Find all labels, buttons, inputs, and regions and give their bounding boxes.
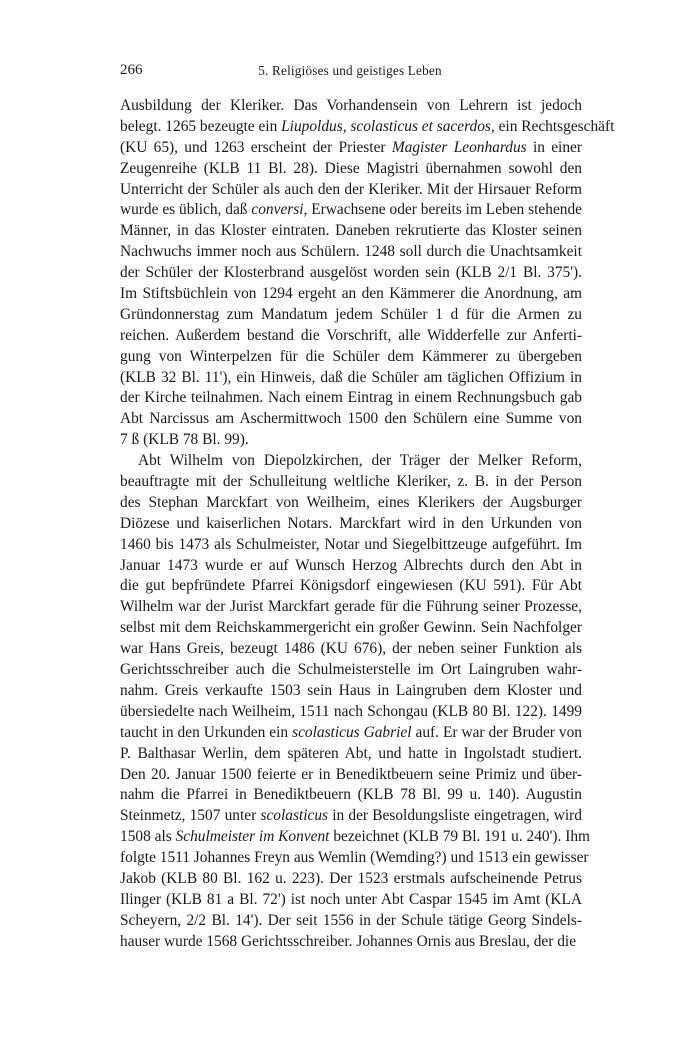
text-run: Erwachsene oder bereits im Leben stehende <box>307 201 582 219</box>
text-line <box>120 535 582 556</box>
text-run: Wilhelm war der Jurist Marckfart gerade für die Führung seiner Prozesse, <box>120 598 582 616</box>
text-run: Januar 1473 wurde er auf Wunsch Herzog Albrechts durch den Abt in <box>120 556 582 574</box>
text-run: Zeugenreihe (KLB 11 Bl. 28). Diese Magistri übernahmen sowohl den <box>120 159 582 177</box>
text-run: Diözese und kaiserlichen Notars. Marckfart wird in den Urkunden von <box>120 514 582 532</box>
text-line <box>120 848 589 869</box>
text-run: Gründonnerstag zum Mandatum jedem Schüler 1 d für die Armen zu <box>120 305 582 323</box>
text-run: bezeichnet (KLB 79 Bl. 191 u. 240'). Ihm <box>329 828 590 846</box>
text-run: war Hans Greis, bezeugt 1486 (KU 676), der neben seiner Funktion als <box>120 640 582 658</box>
text-line <box>120 890 582 911</box>
text-line <box>120 138 582 159</box>
text-run: Jakob (KLB 80 Bl. 162 u. 223). Der 1523 erstmals aufscheinende Petrus <box>120 869 582 887</box>
text-line <box>120 368 582 389</box>
text-run: taucht in den Urkunden ein <box>120 723 293 741</box>
text-run: in der Besoldungsliste eingetragen, wird <box>328 807 583 825</box>
text-run: der Kirche teilnahmen. Nach einem Eintrag in einem Rechnungsbuch gab <box>120 389 582 407</box>
text-run: belegt. 1265 bezeugte ein <box>120 117 282 135</box>
text-line <box>120 660 582 681</box>
text-line <box>120 200 582 221</box>
text-line <box>120 263 582 284</box>
text-line <box>120 723 582 744</box>
text-run: gung von Winterpelzen für die Schüler dem Kämmerer zu übergeben <box>120 347 582 365</box>
text-line <box>120 221 582 242</box>
text-run: 1460 bis 1473 als Schulmeister, Notar und Siegelbittzeuge aufgeführt. Im <box>120 535 582 553</box>
text-line <box>120 869 582 890</box>
text-line <box>120 911 582 932</box>
text-line <box>120 409 582 430</box>
text-line <box>120 347 582 368</box>
text-line <box>120 681 582 702</box>
text-run: Unterricht der Schüler als auch den der Kleriker. Mit der Hirsauer Reform <box>120 180 582 198</box>
italic-phrase: conversi, <box>251 201 308 219</box>
text-line <box>120 618 582 639</box>
text-line <box>120 96 582 117</box>
text-run: Männer, in das Kloster eintraten. Daneben rekrutierte das Kloster seinen <box>120 222 582 240</box>
text-run: Den 20. Januar 1500 feierte er in Benediktbeuern seine Primiz und über- <box>120 765 582 783</box>
italic-phrase: scolasticus Gabriel <box>292 723 412 741</box>
text-line <box>120 744 582 765</box>
paragraph <box>120 96 615 451</box>
page-header <box>120 62 580 82</box>
text-run: (KLB 32 Bl. 11'), ein Hinweis, daß die Schüler am täglichen Offizium in <box>120 368 582 386</box>
text-run: Nachwuchs immer noch aus Schülern. 1248 soll durch die Unachtsamkeit <box>120 243 582 261</box>
text-run: nahm. Greis verkaufte 1503 sein Haus in Laingruben dem Kloster und <box>120 681 582 699</box>
text-run: ein Rechtsgeschäft <box>494 117 615 135</box>
text-run: 1508 als <box>120 828 176 846</box>
text-run: Ilinger (KLB 81 a Bl. 72') ist noch unter Abt Caspar 1545 im Amt (KLA <box>120 890 582 908</box>
text-line <box>120 117 615 138</box>
text-run: 7 ß (KLB 78 Bl. 99). <box>120 431 249 449</box>
text-line <box>120 430 582 451</box>
text-line <box>120 785 582 806</box>
text-line <box>120 388 582 409</box>
text-line <box>120 326 582 347</box>
text-run: Scheyern, 2/2 Bl. 14'). Der seit 1556 in der Schule tätige Georg Sindels- <box>120 911 582 929</box>
text-run: selbst mit dem Reichskammergericht ein großer Gewinn. Sein Nachfolger <box>120 619 582 637</box>
text-run: nahm die Pfarrei in Benediktbeuern (KLB 78 Bl. 99 u. 140). Augustin <box>120 786 582 804</box>
text-run: auf. Er war der Bruder von <box>411 723 582 741</box>
text-run: beauftragte mit der Schulleitung weltliche Kleriker, z. B. in der Person <box>120 473 582 491</box>
text-line <box>120 827 590 848</box>
text-run: Abt Wilhelm von Diepolzkirchen, der Träger der Melker Reform, <box>138 452 582 470</box>
text-line <box>120 576 582 597</box>
text-line <box>120 597 582 618</box>
text-run: Gerichtsschreiber auch die Schulmeisterstelle im Ort Laingruben wahr- <box>120 661 582 679</box>
text-line <box>120 284 582 305</box>
paragraph <box>120 451 590 952</box>
text-run: Steinmetz, 1507 unter <box>120 807 261 825</box>
text-run: wurde es üblich, daß <box>120 201 252 219</box>
text-run: (KU 65), und 1263 erscheint der Priester <box>120 138 392 156</box>
text-line <box>120 451 582 472</box>
text-run: des Stephan Marckfart von Weilheim, eines Klerikers der Augsburger <box>120 493 582 511</box>
text-line <box>120 806 582 827</box>
text-run: Ausbildung der Kleriker. Das Vorhandensein von Lehrern ist jedoch <box>120 97 582 114</box>
text-line <box>120 159 582 180</box>
text-run: Abt Narcissus am Aschermittwoch 1500 den Schülern eine Summe von <box>120 410 582 428</box>
running-head: 5. Religiöses und geistiges Leben <box>258 63 442 78</box>
text-run: hauser wurde 1568 Gerichtsschreiber. Johannes Ornis aus Breslau, der die <box>120 932 577 950</box>
text-line <box>120 242 582 263</box>
text-run: reichen. Außerdem bestand die Vorschrift, alle Widderfelle zur Anferti- <box>120 326 582 344</box>
text-line <box>120 702 582 723</box>
body-text <box>120 96 615 953</box>
text-line <box>120 639 582 660</box>
italic-phrase: Liupoldus, scolasticus et sacerdos, <box>281 117 495 135</box>
text-line <box>120 493 582 514</box>
italic-phrase: Magister Leonhardus <box>391 138 527 156</box>
text-line <box>120 472 582 493</box>
text-line <box>120 556 582 577</box>
italic-phrase: scolasticus <box>260 807 328 825</box>
text-run: der Schüler der Klosterbrand ausgelöst worden sein (KLB 2/1 Bl. 375'). <box>120 264 582 282</box>
text-run: P. Balthasar Werlin, dem späteren Abt, und hatte in Ingolstadt studiert. <box>120 744 582 762</box>
text-line <box>120 180 582 201</box>
text-run: die gut bepfründete Pfarrei Königsdorf eingewiesen (KU 591). Für Abt <box>120 577 582 595</box>
italic-phrase: Schulmeister im Konvent <box>175 828 330 846</box>
text-run: in einer <box>526 138 582 156</box>
text-line <box>120 514 582 535</box>
text-run: Im Stiftsbüchlein von 1294 ergeht an den Kämmerer die Anordnung, am <box>120 285 582 303</box>
text-line <box>120 305 582 326</box>
text-run: übersiedelte nach Weilheim, 1511 nach Schongau (KLB 80 Bl. 122). 1499 <box>120 702 582 720</box>
text-line <box>120 932 582 953</box>
text-line <box>120 765 582 786</box>
page-number: 266 <box>120 62 143 78</box>
text-run: folgte 1511 Johannes Freyn aus Wemlin (Wemding?) und 1513 ein gewisser <box>120 849 589 867</box>
